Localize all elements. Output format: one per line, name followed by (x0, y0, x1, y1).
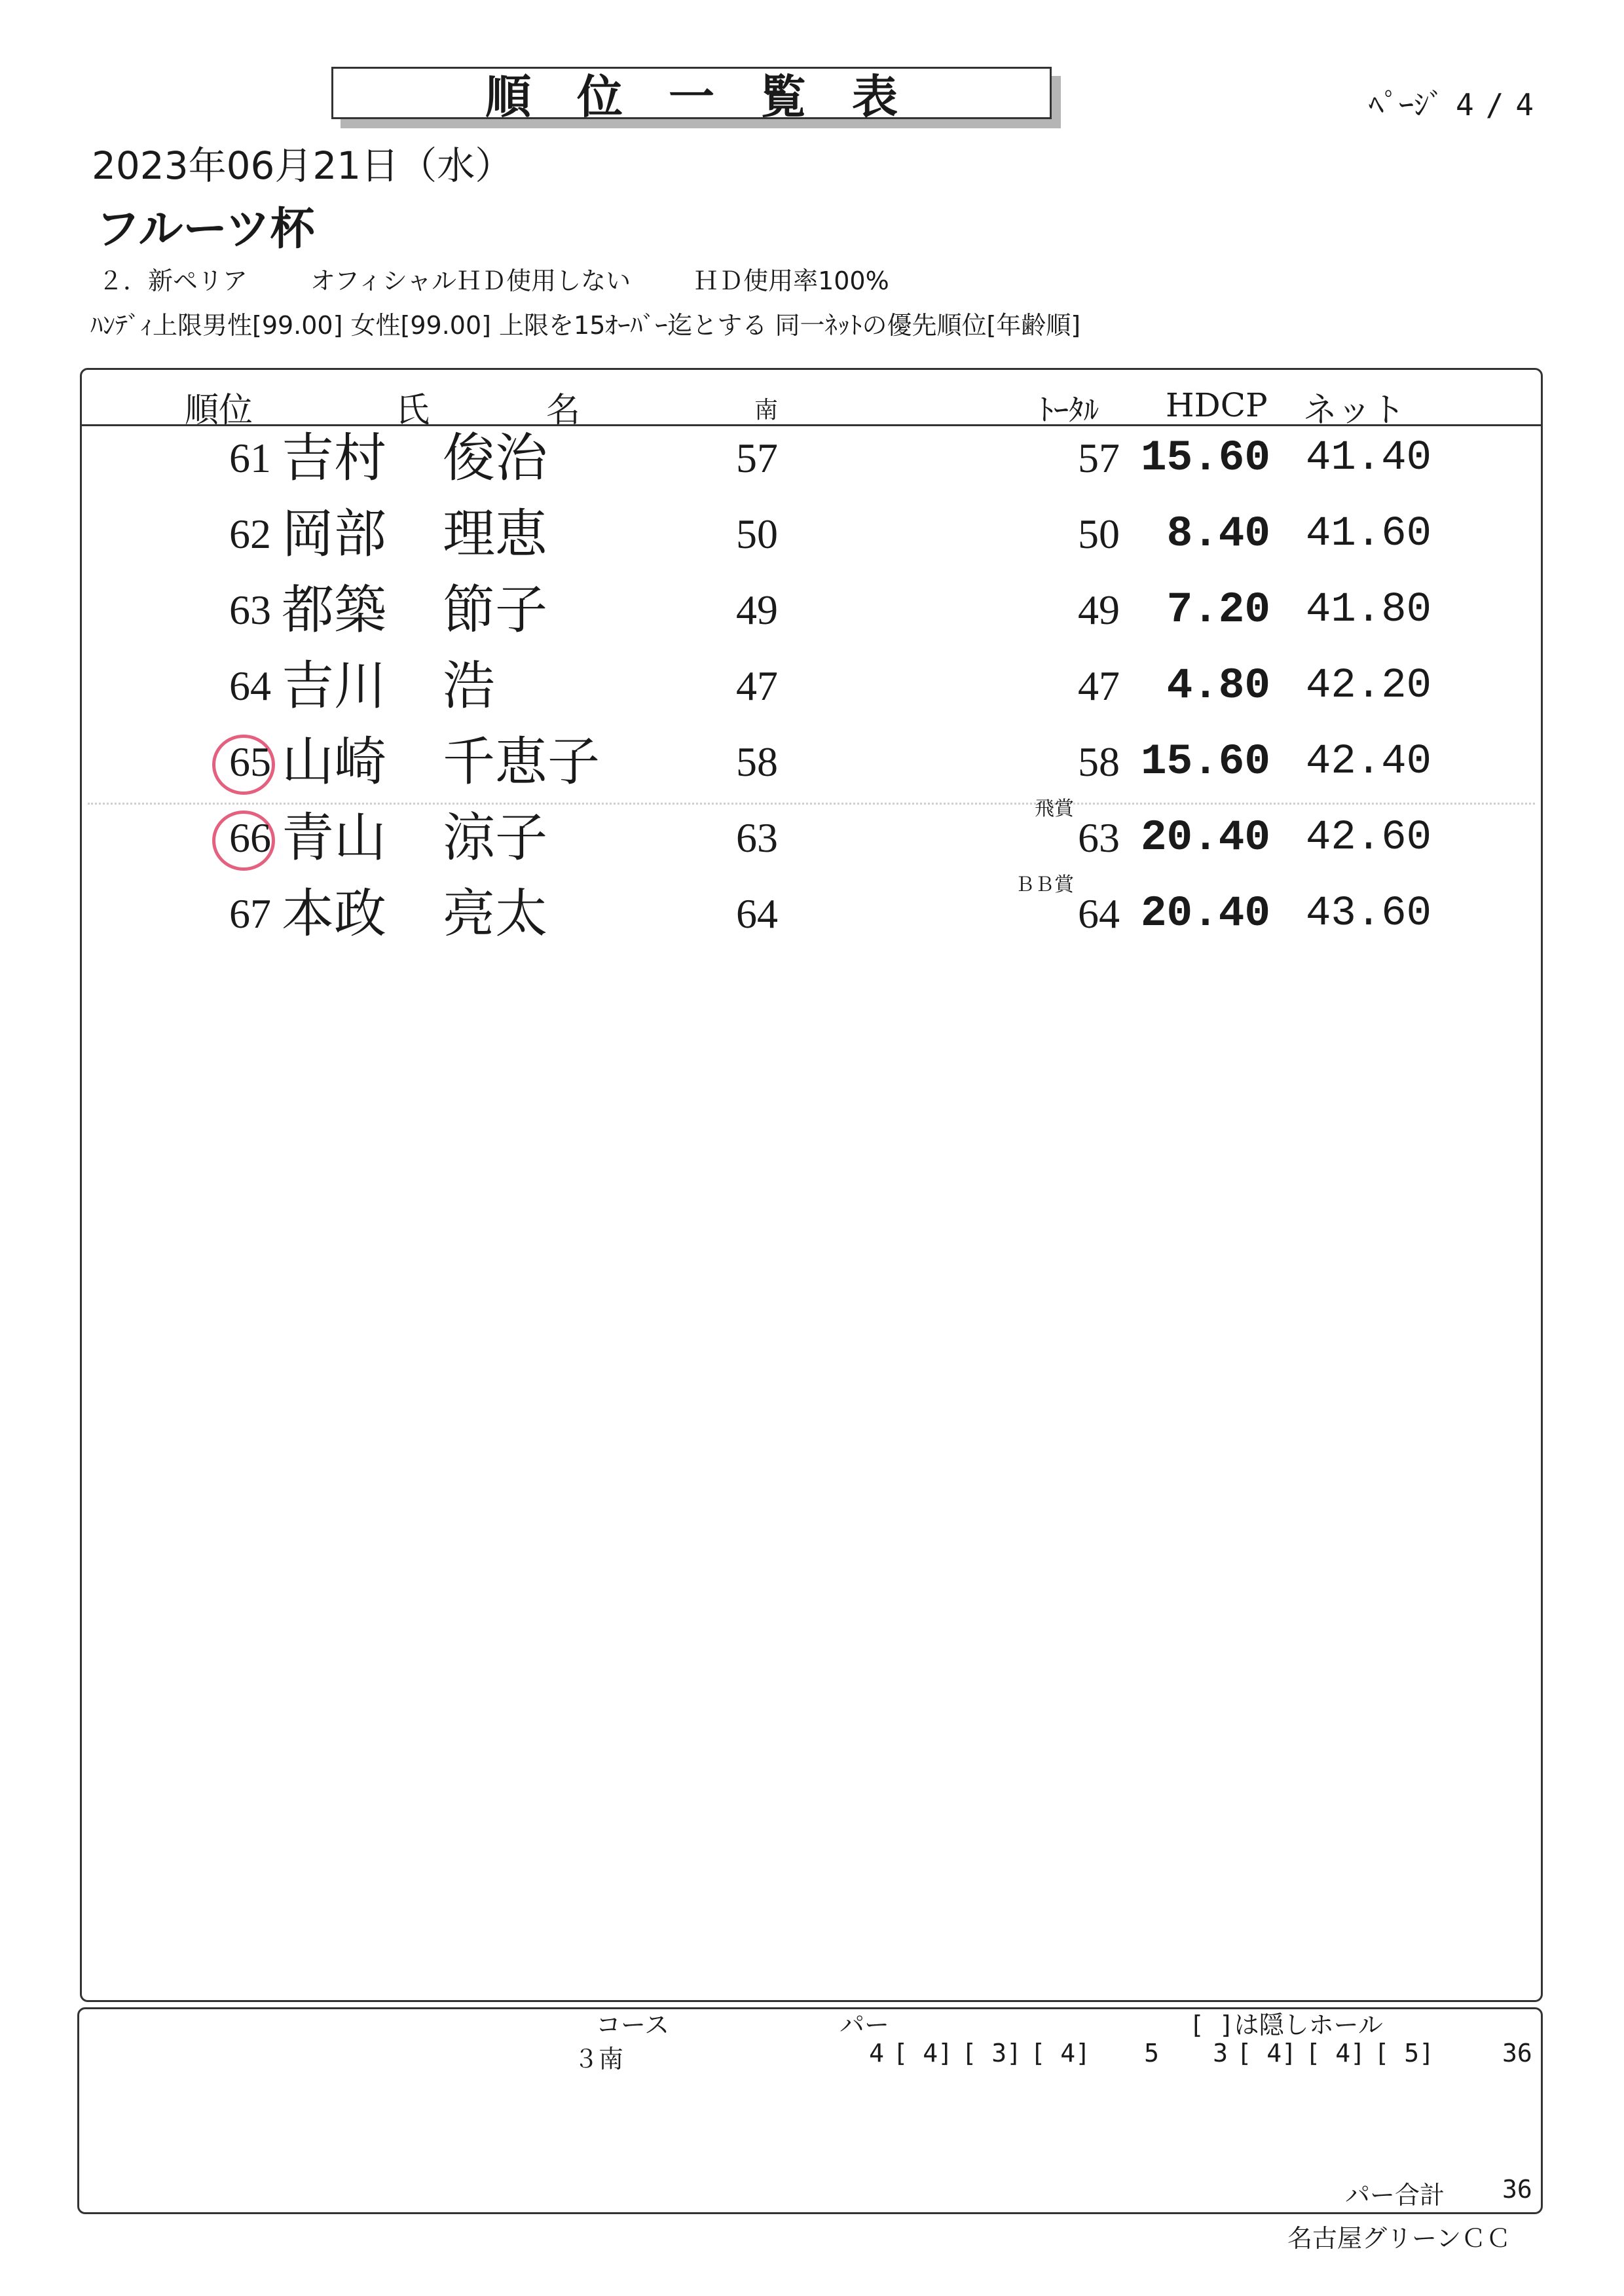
course-par-total: 36 (1502, 2039, 1532, 2068)
south-score-cell: 50 (736, 511, 778, 557)
award-label: ＢＢ賞 (1015, 873, 1074, 896)
net-cell: 41.60 (1305, 511, 1431, 558)
handicap-limits: ﾊﾝﾃﾞｨ上限男性[99.00] 女性[99.00] 上限を15ｵｰﾊﾞｰ迄とする 同一ﾈｯﾄの優先順位[年齢順] (90, 311, 1081, 340)
given-name-cell: 節子 (443, 579, 547, 640)
hdcp-cell: 15.60 (1140, 433, 1270, 483)
given-name-cell: 千恵子 (443, 731, 600, 792)
surname-cell: 吉村 (282, 428, 386, 488)
rank-cell: 61 (229, 435, 271, 481)
hidden-hole-note: [ ]は隠しホール (1189, 2011, 1383, 2039)
column-header-total: ﾄｰﾀﾙ (1039, 392, 1099, 428)
hole-par: [ 3] (961, 2039, 1022, 2068)
rank-cell: 66 (229, 814, 271, 861)
table-row (0, 572, 1624, 648)
given-name-cell: 亮太 (443, 883, 547, 944)
official-hd-note: オフィシャルＨＤ使用しない (310, 266, 631, 295)
page-total: 4 (1515, 87, 1534, 122)
south-score-cell: 49 (736, 587, 778, 633)
rank-cell: 63 (229, 587, 271, 633)
par-label: パー (840, 2011, 890, 2039)
south-score-cell: 58 (736, 738, 778, 785)
surname-cell: 吉川 (282, 655, 386, 716)
rank-cell: 67 (229, 890, 271, 937)
surname-cell: 山崎 (282, 731, 386, 792)
net-cell: 42.60 (1305, 814, 1431, 862)
par-total-label: パー合計 (1345, 2181, 1445, 2210)
net-cell: 41.80 (1305, 587, 1431, 634)
south-score-cell: 64 (736, 890, 778, 937)
rank-cell: 64 (229, 663, 271, 709)
surname-cell: 青山 (282, 807, 386, 868)
club-name: 名古屋グリーンＣＣ (1287, 2224, 1511, 2253)
hdcp-cell: 4.80 (1166, 661, 1270, 710)
given-name-cell: 俊治 (443, 428, 547, 488)
hole-par: 3 (1213, 2039, 1228, 2068)
scoring-conditions (98, 261, 889, 297)
column-header-hdcp: HDCP (1166, 386, 1268, 424)
south-score-cell: 57 (736, 435, 778, 481)
south-score-cell: 63 (736, 814, 778, 861)
hdcp-cell: 15.60 (1140, 737, 1270, 786)
hole-par: [ 4] (1030, 2039, 1090, 2068)
given-name-cell: 涼子 (443, 807, 547, 868)
hd-rate: ＨＤ使用率100% (693, 266, 889, 295)
column-header-south: 南 (754, 397, 779, 424)
net-cell: 41.40 (1305, 435, 1431, 482)
column-header-rank: 順位 (185, 391, 253, 430)
hole-par: [ 4] (1236, 2039, 1297, 2068)
rank-cell: 62 (229, 511, 271, 557)
total-cell: 47 (1078, 663, 1120, 709)
total-cell: 58 (1078, 738, 1120, 785)
event-name: フルーツ杯 (96, 204, 315, 255)
hole-par: [ 4] (893, 2039, 953, 2068)
page-current: 4 (1456, 87, 1474, 122)
table-row (0, 724, 1624, 820)
hole-par: [ 5] (1374, 2039, 1434, 2068)
given-name-cell: 理恵 (443, 503, 547, 564)
table-row (0, 800, 1624, 896)
total-cell: 63 (1078, 814, 1120, 861)
surname-cell: 岡部 (282, 503, 386, 564)
hole-par: 5 (1144, 2039, 1159, 2068)
hole-par-list (851, 2039, 1434, 2068)
table-row (0, 496, 1624, 572)
total-cell: 57 (1078, 435, 1120, 481)
course-name: ３南 (574, 2045, 624, 2073)
page-label: ﾍﾟｰｼﾞ (1369, 87, 1444, 122)
total-cell: 49 (1078, 587, 1120, 633)
hdcp-cell: 8.40 (1166, 509, 1270, 558)
title-box (331, 67, 1052, 124)
total-cell: 50 (1078, 511, 1120, 557)
surname-cell: 本政 (282, 883, 386, 944)
net-cell: 42.20 (1305, 663, 1431, 710)
award-label: 飛賞 (1035, 797, 1074, 820)
table-row (0, 648, 1624, 724)
column-header-name-2: 名 (546, 391, 581, 430)
given-name-cell: 浩 (443, 655, 495, 716)
hole-par: [ 4] (1305, 2039, 1365, 2068)
column-header-net: ネット (1303, 391, 1406, 430)
hdcp-cell: 20.40 (1140, 813, 1270, 862)
table-row (0, 876, 1624, 952)
net-cell: 43.60 (1305, 890, 1431, 938)
hdcp-cell: 7.20 (1166, 585, 1270, 634)
event-date: 2023年06月21日（水） (92, 143, 513, 188)
page-title: 順位一覧表 (485, 69, 944, 124)
net-cell: 42.40 (1305, 738, 1431, 786)
surname-cell: 都築 (282, 579, 386, 640)
par-total-value: 36 (1502, 2175, 1532, 2204)
south-score-cell: 47 (736, 663, 778, 709)
total-cell: 64 (1078, 890, 1120, 937)
hdcp-cell: 20.40 (1140, 889, 1270, 938)
page-indicator (1369, 81, 1534, 124)
scoring-method: ２．新ペリア (98, 266, 248, 295)
hole-par: 4 (869, 2039, 884, 2068)
course-label: コース (596, 2011, 670, 2039)
column-header-name-1: 氏 (396, 391, 430, 430)
page-separator: / (1485, 87, 1504, 122)
table-row (0, 420, 1624, 496)
rank-cell: 65 (229, 738, 271, 785)
